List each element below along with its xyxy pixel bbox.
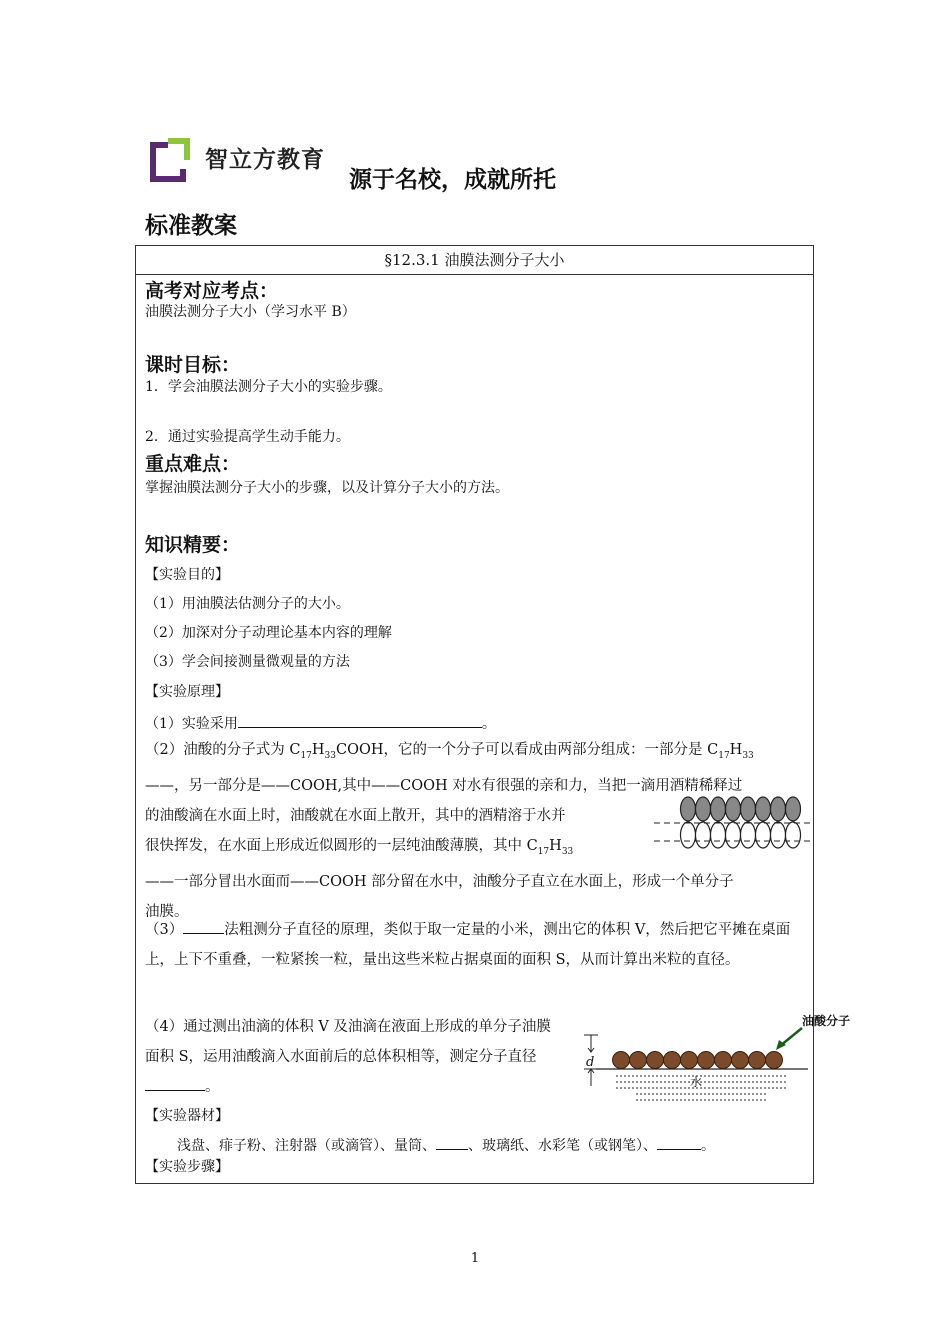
equipment-label: 【实验器材】 <box>145 1108 229 1124</box>
equipment-list: 浅盘、痱子粉、注射器（或滴管）、量筒、 、玻璃纸、水彩笔（或钢笔）、 。 <box>177 1133 715 1156</box>
key-points-heading: 重点难点： <box>145 453 241 475</box>
page-number: 1 <box>470 1251 480 1266</box>
answer-blank[interactable] <box>183 917 224 934</box>
purpose-item-3: （3）学会间接测量微观量的方法 <box>145 654 350 670</box>
molecule-label: 油酸分子 <box>802 1014 851 1028</box>
diameter-label: d <box>586 1055 595 1070</box>
key-points-text: 掌握油膜法测分子大小的步骤，以及计算分子大小的方法。 <box>145 480 509 496</box>
answer-blank[interactable] <box>657 1133 701 1150</box>
molecule-film-figure <box>654 795 814 859</box>
purpose-item-1: （1）用油膜法估测分子的大小。 <box>145 596 350 612</box>
lesson-box <box>135 245 851 1184</box>
principle-4: （4）通过测出油滴的体积 V 及油滴在液面上形成的单分子油膜面积 S，运用油酸滴入水面前后的总体积相等，测定分子直径。 <box>145 1019 551 1095</box>
exam-point-heading: 高考对应考点： <box>145 280 279 302</box>
purpose-label: 【实验目的】 <box>145 567 229 583</box>
document-type-title: 标准教案 <box>145 213 237 239</box>
knowledge-heading: 知识精要： <box>145 534 241 556</box>
exam-point-text: 油膜法测分子大小（学习水平 B） <box>145 304 356 320</box>
principle-1: （1）实验采用 。 <box>145 711 496 734</box>
answer-blank[interactable] <box>145 1074 205 1091</box>
goal-item-2: 2．通过实验提高学生动手能力。 <box>145 429 350 445</box>
principle-2: （2）油酸的分子式为 $C_{17}H_{33}COOH$，它的一个分子可以看成由两部分组成：一部分是 $C_{17}H_{33}$ ——，另一部分是——COOH,其中——COOH 对水有很强的亲和力，当把一滴用酒精稀释过 的油酸滴在水面上时，油酸就在水面上散开，其中的酒精溶于水并 很快挥发，在水面上形成近似圆形的一层纯油酸薄膜，其中 $C_{17}H_{33}$ ——一部分冒出水面而——COOH 部分留在水中，油酸分子直立在水面上，形成一个单分子 油膜。 <box>145 742 754 920</box>
principle-label: 【实验原理】 <box>145 684 229 700</box>
slogan: 源于名校，成就所托 <box>349 167 556 193</box>
monolayer-diagram <box>576 1012 851 1106</box>
answer-blank[interactable] <box>238 711 482 728</box>
lesson-title: §12.3.1 油膜法测分子大小 <box>136 246 813 275</box>
goal-item-1: 1．学会油膜法测分子大小的实验步骤。 <box>145 379 392 395</box>
goals-heading: 课时目标： <box>145 354 241 376</box>
steps-label: 【实验步骤】 <box>145 1159 229 1175</box>
water-label: 水 <box>689 1075 703 1089</box>
purpose-item-2: （2）加深对分子动理论基本内容的理解 <box>145 625 392 641</box>
brand-name: 智立方教育 <box>205 147 325 173</box>
principle-3: （3） 法粗测分子直径的原理，类似于取一定量的小米，测出它的体积 V，然后把它平摊在桌面上，上下不重叠，一粒紧挨一粒，量出这些米粒占据桌面的面积 S，从而计算出米粒的直径。 <box>145 915 807 975</box>
answer-blank[interactable] <box>436 1133 468 1150</box>
